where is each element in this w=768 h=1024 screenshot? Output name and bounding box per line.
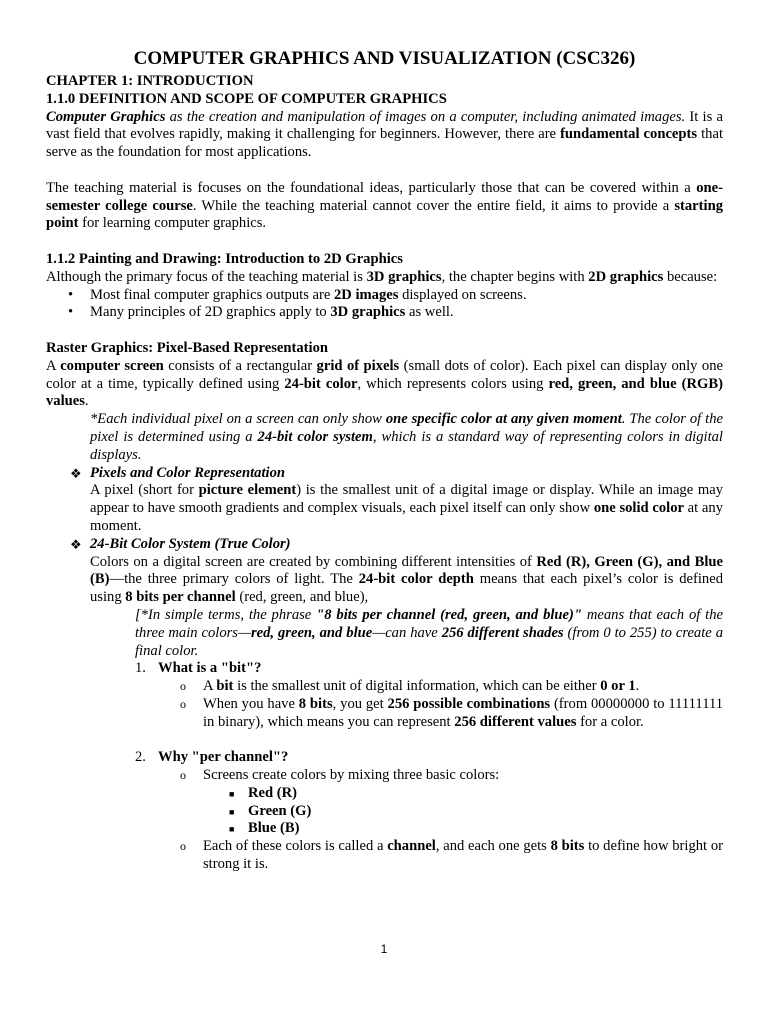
pixel-note: *Each individual pixel on a screen can only show one specific color at any given moment. The color of the pixel is determined using a 24-bit color system, which is a standard way of representing colors in digital displays.: [90, 411, 723, 463]
bit24-heading: 24-Bit Color System (True Color): [90, 535, 291, 552]
pixels-heading: Pixels and Color Representation: [90, 464, 286, 481]
chapter-heading: CHAPTER 1: INTRODUCTION: [46, 73, 254, 89]
pixels-section: [46, 465, 723, 536]
section-heading-1-1-0: 1.1.0 DEFINITION AND SCOPE OF COMPUTER GRAPHICS: [46, 90, 447, 107]
list-item: ■ Blue (B): [46, 820, 723, 838]
list-item: • Most final computer graphics outputs are 2D images displayed on screens.: [90, 287, 723, 305]
raster-heading: Raster Graphics: Pixel-Based Representation: [46, 339, 328, 356]
diamond-bullet-icon: ❖: [70, 465, 82, 481]
hollow-circle-bullet: o: [180, 768, 186, 783]
channel-note: [*In simple terms, the phrase "8 bits per channel (red, green, and blue)" means that each of the three main colors—red, green, and blue—can have 256 different shades (from 0 to 255) to create a final color.: [135, 606, 723, 659]
square-bullet: ■: [229, 806, 235, 817]
question-2-heading: Why "per channel"?: [158, 749, 289, 766]
document-title: COMPUTER GRAPHICS AND VISUALIZATION (CSC326): [133, 48, 636, 69]
section-heading-1-1-2: 1.1.2 Painting and Drawing: Introduction to 2D Graphics: [46, 250, 403, 267]
definition-paragraph: Computer Graphics as the creation and manipulation of images on a computer, including animated images. It is a vast field that evolves rapidly, making it challenging for beginners. However, there are fundamental concepts that serve as the foundation for most applications.: [46, 108, 724, 161]
list-item: • Many principles of 2D graphics apply to 3D graphics as well.: [90, 304, 723, 322]
hollow-circle-bullet: o: [180, 696, 186, 711]
question-1: 1. What is a "bit"?: [46, 660, 723, 678]
raster-paragraph: A computer screen consists of a rectangular grid of pixels (small dots of color). Each pixel can display only one color at a time, typically defined using 24-bit color, which represents colors using red, green, and blue (RGB) values.: [46, 357, 723, 410]
hollow-circle-bullet: o: [180, 679, 186, 694]
list-item: ■ Red (R): [46, 785, 723, 803]
question-1-heading: What is a "bit"?: [158, 660, 262, 677]
reasons-list: [46, 287, 723, 323]
list-item: ■ Green (G): [46, 803, 723, 821]
diamond-bullet-icon: ❖: [70, 536, 82, 552]
teaching-paragraph: The teaching material is focuses on the foundational ideas, particularly those that can be covered within a one-semester college course. While the teaching material cannot cover the entire field, it aims to provide a starting point for learning computer graphics.: [46, 179, 723, 232]
document-page: [46, 48, 723, 874]
pixels-paragraph: A pixel (short for picture element) is the smallest unit of a digital image or display. While an image may appear to have smooth gradients and complex visuals, each pixel itself can only show one solid color at any moment.: [90, 482, 723, 534]
square-bullet: ■: [229, 788, 235, 799]
list-item: o Screens create colors by mixing three basic colors:: [180, 767, 500, 784]
list-item: o A bit is the smallest unit of digital information, which can be either 0 or 1.: [180, 678, 640, 695]
question-2: 2. Why "per channel"?: [46, 749, 723, 767]
list-item: o Each of these colors is called a channel, and each one gets 8 bits to define how bright or strong it is.: [180, 838, 724, 873]
hollow-circle-bullet: o: [180, 839, 186, 854]
bit24-section: [46, 536, 723, 607]
page-number: 1: [380, 942, 388, 956]
list-item: o When you have 8 bits, you get 256 possible combinations (from 00000000 to 11111111 in binary), which means you can represent 256 different values for a color.: [180, 695, 723, 730]
bit24-paragraph: Colors on a digital screen are created by combining different intensities of Red (R), Green (G), and Blue (B)—the three primary colors of light. The 24-bit color depth means that each pixel’s color is defined using 8 bits per channel (red, green, and blue),: [90, 553, 723, 606]
focus-paragraph: Although the primary focus of the teaching material is 3D graphics, the chapter begins with 2D graphics because:: [46, 268, 718, 285]
square-bullet: ■: [229, 824, 235, 835]
